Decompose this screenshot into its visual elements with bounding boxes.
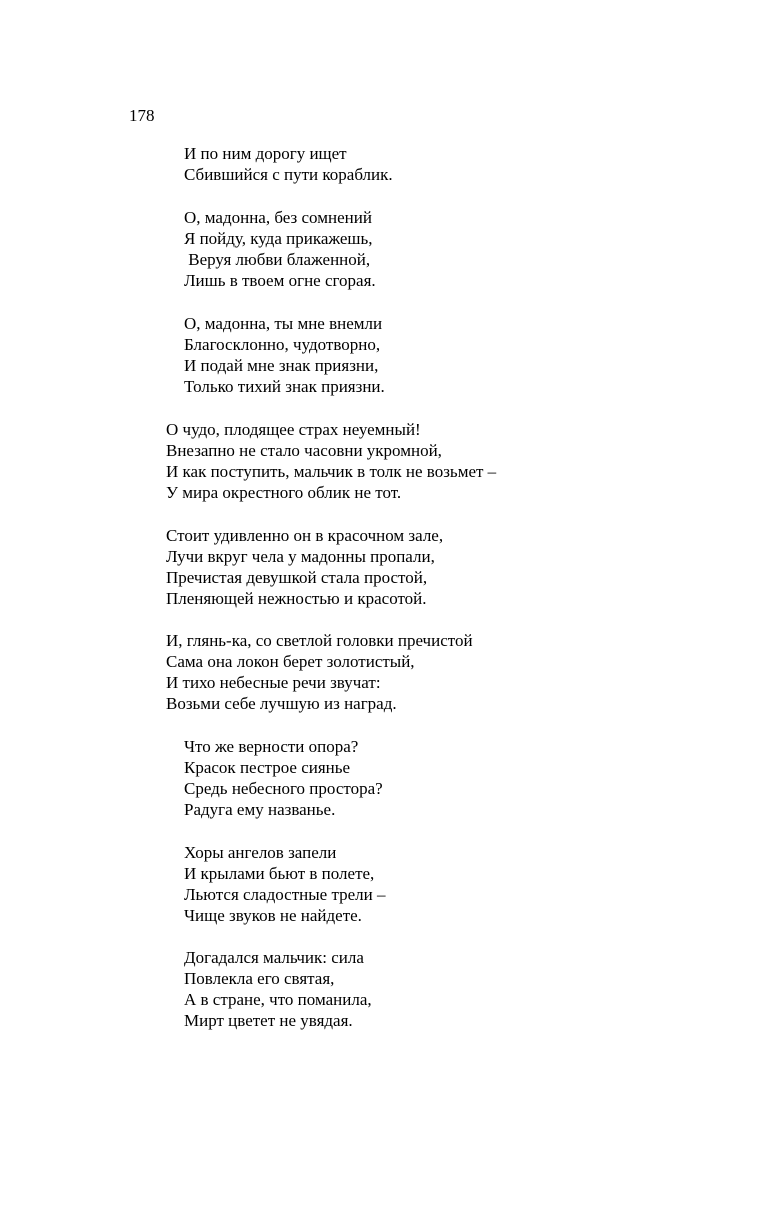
poem-line: И по ним дорогу ищет: [184, 144, 347, 163]
poem-line: Я пойду, куда прикажешь,: [184, 229, 373, 248]
poem-line: Возьми себе лучшую из наград.: [166, 694, 397, 713]
poem-line: Пречистая девушкой стала простой,: [166, 568, 428, 587]
poem-line: У мира окрестного облик не тот.: [166, 483, 402, 502]
poem-line: О, мадонна, ты мне внемли: [184, 314, 383, 333]
poem-line: Внезапно не стало часовни укромной,: [166, 441, 442, 460]
poem-line: И крылами бьют в полете,: [184, 864, 375, 883]
page-number: 178: [129, 106, 155, 125]
poem-line: Средь небесного простора?: [184, 779, 383, 798]
poem-line: Благосклонно, чудотворно,: [184, 335, 381, 354]
poem-line: Лишь в твоем огне сгорая.: [184, 271, 376, 290]
poem-line: Льются сладостные трели –: [184, 885, 386, 904]
poem-line: Повлекла его святая,: [184, 969, 335, 988]
poem-line: И, глянь-ка, со светлой головки пречистой: [166, 631, 473, 650]
poem-line: О, мадонна, без сомнений: [184, 208, 372, 227]
poem-line: Пленяющей нежностью и красотой.: [166, 589, 427, 608]
poem-line: Сама она локон берет золотистый,: [166, 652, 415, 671]
poem-line: И подай мне знак приязни,: [184, 356, 379, 375]
poem-line: Сбившийся с пути кораблик.: [184, 165, 393, 184]
poem-line: Хоры ангелов запели: [184, 843, 337, 862]
poem-line: Только тихий знак приязни.: [184, 377, 385, 396]
poem-line: Чище звуков не найдете.: [184, 906, 362, 925]
poem-line: Догадался мальчик: сила: [184, 948, 364, 967]
poem-line: Радуга ему названье.: [184, 800, 336, 819]
poem-line: Что же верности опора?: [184, 737, 359, 756]
poem-line: Веруя любви блаженной,: [184, 250, 371, 269]
poem-line: Мирт цветет не увядая.: [184, 1011, 353, 1030]
poem-line: Лучи вкруг чела у мадонны пропали,: [166, 547, 435, 566]
poem-line: И тихо небесные речи звучат:: [166, 673, 381, 692]
poem-line: Стоит удивленно он в красочном зале,: [166, 526, 444, 545]
poem-line: А в стране, что поманила,: [184, 990, 372, 1009]
poem-line: И как поступить, мальчик в толк не возьмет –: [166, 462, 497, 481]
poem-line: О чудо, плодящее страх неуемный!: [166, 420, 421, 439]
poem-line: Красок пестрое сиянье: [184, 758, 351, 777]
